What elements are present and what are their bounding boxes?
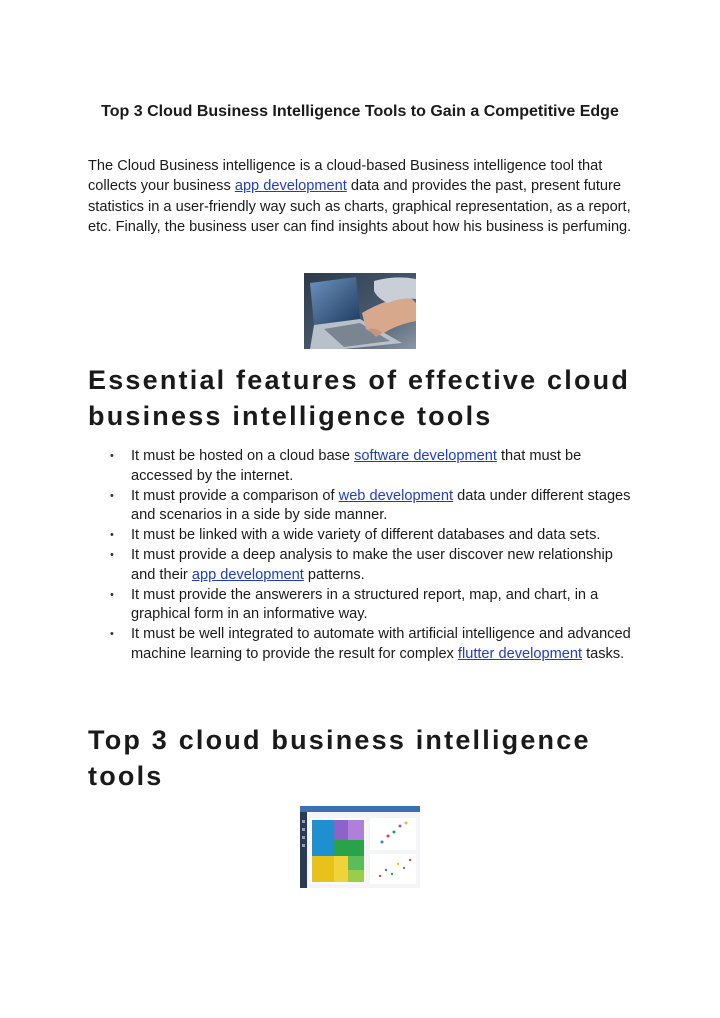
list-item-text: data under different stages and scenarios in a side by side manner.: [131, 487, 631, 524]
list-item: [110, 625, 638, 665]
list-item-text: It must provide the answerers in a structured report, map, and chart, in a graphical form in an informative way.: [131, 586, 599, 623]
list-item: [110, 487, 638, 527]
list-item: [110, 526, 638, 546]
list-item-text: It must provide a deep analysis to make the user discover new relationship and their: [131, 546, 613, 583]
bullet-icon: •: [110, 628, 114, 641]
software-development-link[interactable]: software development: [354, 448, 497, 464]
web-development-link[interactable]: web development: [338, 487, 454, 504]
bullet-icon: •: [110, 588, 114, 601]
flutter-development-link[interactable]: flutter development: [457, 645, 583, 662]
bullet-icon: •: [110, 548, 114, 561]
app-development-link[interactable]: app development: [191, 566, 304, 583]
features-list: [110, 447, 638, 665]
list-item-text: It must be hosted on a cloud base: [131, 448, 355, 464]
list-item: [110, 447, 638, 487]
laptop-typing-photo: [304, 273, 416, 349]
list-item-text: patterns.: [303, 566, 365, 583]
tools-heading: Top 3 cloud business intelligence tools: [88, 725, 591, 791]
intro-paragraph: [88, 156, 638, 238]
list-item: [110, 586, 638, 626]
bullet-icon: •: [110, 529, 114, 542]
bi-dashboard-screenshot: [300, 806, 420, 888]
bullet-icon: •: [110, 489, 114, 502]
intro-text-before: The Cloud Business intelligence is a cloud-based Business intelligence tool that collects your business: [88, 158, 603, 195]
intro-app-development-link[interactable]: app development: [234, 178, 347, 195]
list-item: [110, 546, 638, 586]
list-item-text: It must provide a comparison of: [131, 487, 339, 504]
list-item-text: It must be well integrated to automate with artificial intelligence and advanced machine learning to provide the result for complex: [131, 626, 631, 662]
bullet-icon: •: [110, 450, 114, 462]
features-heading: Essential features of effective cloud business intelligence tools: [88, 365, 631, 431]
list-item-text: It must be linked with a wide variety of different databases and data sets.: [131, 527, 601, 544]
list-item-text: tasks.: [582, 645, 625, 662]
list-item-text: that must be accessed by the internet.: [131, 448, 582, 484]
document-title: Top 3 Cloud Business Intelligence Tools to Gain a Competitive Edge: [101, 103, 619, 120]
intro-text-after: data and provides the past, present future statistics in a user-friendly way such as charts, graphical representation, as a report, etc. Finally, the business user can find insights about how his business is perfuming.: [88, 178, 632, 236]
